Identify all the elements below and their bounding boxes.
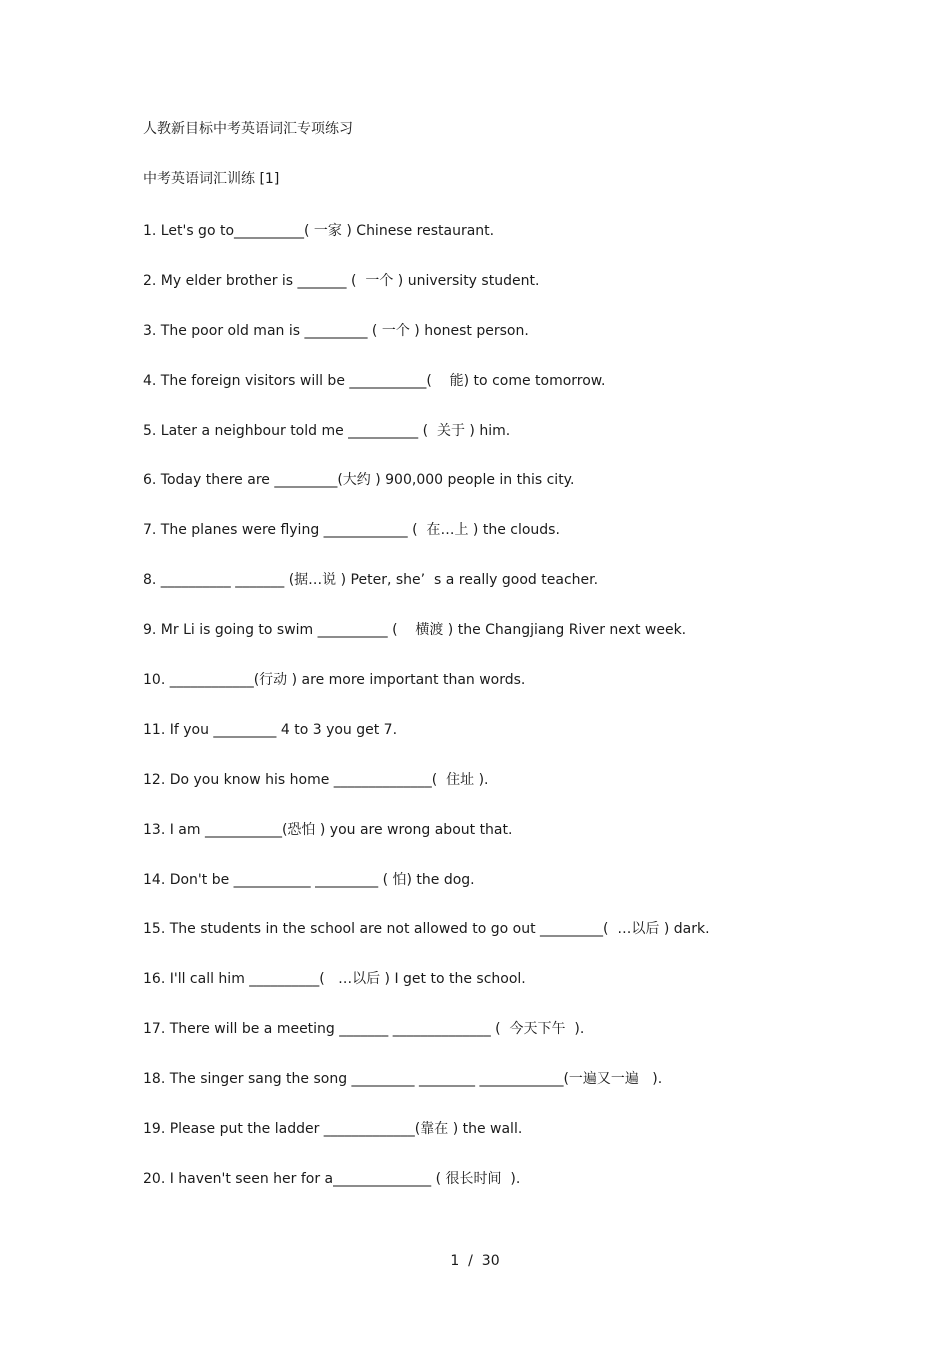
- question-item: 1. Let's go to__________( 一家 ) Chinese restaurant.: [143, 223, 495, 239]
- document-title: 人教新目标中考英语词汇专项练习: [143, 121, 353, 137]
- question-item: 12. Do you know his home ______________( 住址 ).: [143, 771, 489, 788]
- question-item: 11. If you _________ 4 to 3 you get 7.: [143, 721, 398, 738]
- question-list: [143, 221, 863, 1219]
- question-item: 2. My elder brother is _______ ( 一个 ) university student.: [143, 272, 540, 289]
- question-item: 10. ____________(行动 ) are more important than words.: [143, 672, 526, 689]
- question-item: 18. The singer sang the song _________ ________ ____________(一遍又一遍 ).: [143, 1071, 663, 1088]
- question-item: 14. Don't be ___________ _________ ( 怕) the dog.: [143, 871, 475, 888]
- question-item: 13. I am ___________(恐怕 ) you are wrong about that.: [143, 821, 513, 838]
- question-item: 17. There will be a meeting _______ ______________ ( 今天下午 ).: [143, 1021, 585, 1038]
- question-item: 16. I'll call him __________( …以后 ) I get to the school.: [143, 971, 526, 988]
- question-item: 20. I haven't seen her for a______________ ( 很长时间 ).: [143, 1170, 521, 1187]
- page-number: 1 / 30: [450, 1253, 500, 1269]
- question-item: 6. Today there are _________(大约 ) 900,000 people in this city.: [143, 472, 575, 489]
- question-item: 19. Please put the ladder _____________(靠在 ) the wall.: [143, 1121, 523, 1138]
- question-item: 4. The foreign visitors will be ___________( 能) to come tomorrow.: [143, 372, 606, 389]
- question-item: 8. __________ _______ (据…说 ) Peter, she’ s a really good teacher.: [143, 572, 599, 589]
- question-item: 9. Mr Li is going to swim __________ ( 横渡 ) the Changjiang River next week.: [143, 622, 687, 639]
- question-item: 7. The planes were flying ____________ ( 在…上 ) the clouds.: [143, 522, 560, 539]
- question-item: 3. The poor old man is _________ ( 一个 ) honest person.: [143, 322, 529, 339]
- section-title: 中考英语词汇训练 [1]: [143, 171, 280, 187]
- question-item: 15. The students in the school are not allowed to go out _________( …以后 ) dark.: [143, 921, 710, 938]
- question-item: 5. Later a neighbour told me __________ ( 关于 ) him.: [143, 422, 511, 439]
